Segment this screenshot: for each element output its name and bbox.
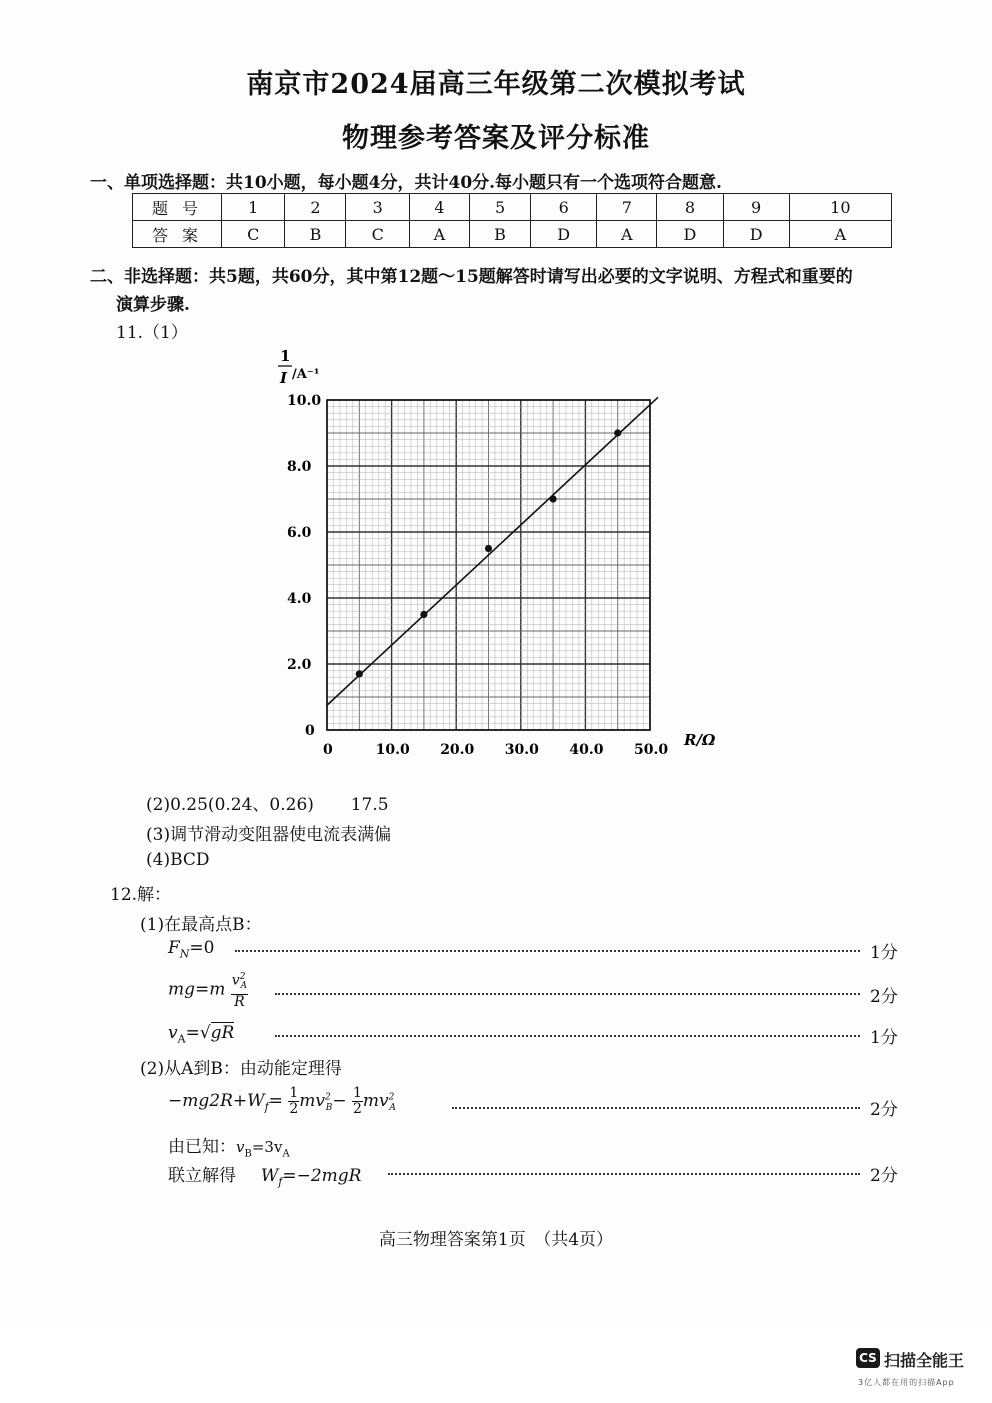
question-number: 5 <box>470 194 531 221</box>
eq4-equals: = <box>268 1091 283 1111</box>
answer-table-answer-row <box>133 221 892 248</box>
q11-part4: (4)BCD <box>146 850 210 870</box>
answer-cell: C <box>222 221 285 248</box>
answer-table-number-row <box>133 194 892 221</box>
known-sub2: A <box>282 1148 290 1160</box>
eq4-term1-sup: 2 <box>324 1092 331 1103</box>
scanner-app-name: 扫描全能王 <box>884 1351 965 1370</box>
chart-fit-line-group <box>327 397 658 705</box>
known-rest: =3v <box>251 1138 283 1156</box>
eq2-score: 2分 <box>870 987 898 1007</box>
eq4-dot-leader <box>452 1107 860 1109</box>
eq2-numerator: v <box>231 972 240 989</box>
section2-heading-line1: 二、非选择题：共5题，共60分，其中第12题～15题解答时请写出必要的文字说明、方程式和重要的 <box>90 267 853 287</box>
eq4-left-sub: f <box>264 1100 269 1114</box>
answer-cell: A <box>597 221 657 248</box>
solve-score: 2分 <box>870 1166 898 1186</box>
question-number: 1 <box>222 194 285 221</box>
exam-subtitle: 物理参考答案及评分标准 <box>342 123 650 154</box>
eq4-half-1 <box>288 1086 299 1117</box>
q11-part3: (3)调节滑动变阻器使电流表满偏 <box>146 825 392 845</box>
q11-chart <box>270 345 730 765</box>
answer-cell: D <box>657 221 723 248</box>
eq4-term2-sup: 2 <box>388 1092 395 1103</box>
question-number: 6 <box>531 194 597 221</box>
eq4-minus: − <box>332 1091 347 1111</box>
y-tick-label: 0 <box>305 723 315 739</box>
q12-solve <box>168 1161 361 1188</box>
q12-part2-heading: (2)从A到B：由动能定理得 <box>140 1059 342 1079</box>
solve-dot-leader <box>388 1173 860 1175</box>
answer-table <box>132 193 892 248</box>
answer-cell: A <box>409 221 469 248</box>
y-tick-label: 8.0 <box>287 459 312 475</box>
eq4-term2-sub: A <box>389 1103 396 1114</box>
question-number: 8 <box>657 194 723 221</box>
q11-part2-label: (2)0.25(0.24、0.26) <box>146 795 314 815</box>
q12-eq3: $v_A=√gR$ <box>168 1023 235 1046</box>
y-tick-label: 6.0 <box>287 525 312 541</box>
x-tick-label: 20.0 <box>440 742 475 758</box>
data-point <box>550 495 557 502</box>
eq4-left: −mg2R+W <box>168 1091 265 1111</box>
y-tick-label: 10.0 <box>287 393 322 409</box>
exam-title: 南京市2024届高三年级第二次模拟考试 <box>246 69 746 100</box>
answer-cell: D <box>723 221 789 248</box>
question-number: 7 <box>597 194 657 221</box>
question-number: 10 <box>789 194 891 221</box>
solve-w: W <box>260 1166 279 1186</box>
scanner-app-tagline: 3亿人都在用的扫描App <box>858 1378 955 1387</box>
y-axis-label-unit: /A⁻¹ <box>292 367 320 382</box>
solve-rest: =−2mgR <box>282 1166 362 1186</box>
answer-cell: B <box>470 221 531 248</box>
eq2-denominator: R <box>234 994 245 1011</box>
section1-heading: 一、单项选择题：共10小题，每小题4分，共计40分.每小题只有一个选项符合题意. <box>90 173 722 193</box>
eq1-subscript: N <box>179 947 190 961</box>
eq2-numerator-sup: 2 <box>239 972 246 982</box>
x-axis-label: R/Ω <box>684 731 716 749</box>
data-point <box>356 670 363 677</box>
eq4-term1-sub: B <box>325 1103 333 1114</box>
q12-part1-heading: (1)在最高点B： <box>140 915 262 935</box>
question-number: 9 <box>723 194 789 221</box>
data-point <box>420 611 427 618</box>
y-tick-label: 2.0 <box>287 657 312 673</box>
q12-known <box>168 1132 290 1159</box>
eq1-symbol: F <box>168 938 180 958</box>
row-label-number: 题号 <box>133 194 222 221</box>
scanner-logo-badge: CS <box>856 1348 880 1368</box>
half-denominator: 2 <box>289 1101 299 1117</box>
solve-sub: f <box>278 1175 283 1189</box>
eq2-left: mg=m <box>168 979 226 1000</box>
q12-eq1 <box>168 938 214 960</box>
half-numerator: 1 <box>353 1085 362 1101</box>
eq1-dot-leader <box>235 950 860 952</box>
eq3-symbol: v <box>168 1023 178 1043</box>
x-tick-label: 50.0 <box>634 742 669 758</box>
eq2-fraction <box>231 970 248 1010</box>
known-sub: B <box>244 1148 252 1160</box>
eq1-rest: =0 <box>189 938 215 958</box>
answer-cell: B <box>285 221 346 248</box>
x-tick-label: 0 <box>323 742 333 758</box>
question-number: 3 <box>346 194 409 221</box>
eq4-score: 2分 <box>870 1100 898 1120</box>
eq3-equals: = <box>185 1023 200 1043</box>
known-v: v <box>236 1138 245 1156</box>
q12-eq4 <box>168 1086 396 1117</box>
known-label: 由已知： <box>168 1137 236 1157</box>
solve-label: 联立解得 <box>168 1166 236 1186</box>
eq2-dot-leader <box>275 993 860 995</box>
q11-part2-value: 17.5 <box>350 795 389 815</box>
y-tick-label: 4.0 <box>287 591 312 607</box>
question-number: 4 <box>409 194 469 221</box>
x-tick-label: 10.0 <box>375 742 410 758</box>
eq4-term1: mv <box>299 1091 325 1111</box>
eq1-score: 1分 <box>870 943 898 963</box>
q12-label: 12.解： <box>110 885 172 905</box>
answer-cell: C <box>346 221 409 248</box>
section2-heading-line2: 演算步骤. <box>116 295 190 315</box>
y-axis-label-denominator: I <box>280 369 288 387</box>
eq3-dot-leader <box>275 1035 860 1037</box>
eq3-score: 1分 <box>870 1028 898 1048</box>
fit-line <box>327 397 658 705</box>
x-tick-label: 30.0 <box>504 742 539 758</box>
half-denominator: 2 <box>353 1101 362 1117</box>
eq3-subscript: A <box>177 1032 186 1046</box>
page-footer: 高三物理答案第1页 （共4页） <box>378 1230 614 1250</box>
y-axis-label <box>278 347 319 387</box>
eq4-term2: mv <box>362 1091 389 1111</box>
data-point <box>614 429 621 436</box>
eq3-radicand: gR <box>210 1023 235 1043</box>
half-numerator: 1 <box>289 1085 299 1101</box>
row-label-answer: 答案 <box>133 221 222 248</box>
question-number: 2 <box>285 194 346 221</box>
q11-part2 <box>146 790 389 815</box>
q12-eq2 <box>168 970 248 1010</box>
y-axis-label-numerator: 1 <box>280 347 291 365</box>
answer-cell: A <box>789 221 891 248</box>
eq2-numerator-sub: A <box>240 981 247 992</box>
data-point <box>485 545 492 552</box>
q11-label: 11.（1） <box>116 323 188 343</box>
x-tick-label: 40.0 <box>569 742 604 758</box>
answer-cell: D <box>531 221 597 248</box>
eq4-half-2 <box>352 1086 363 1117</box>
